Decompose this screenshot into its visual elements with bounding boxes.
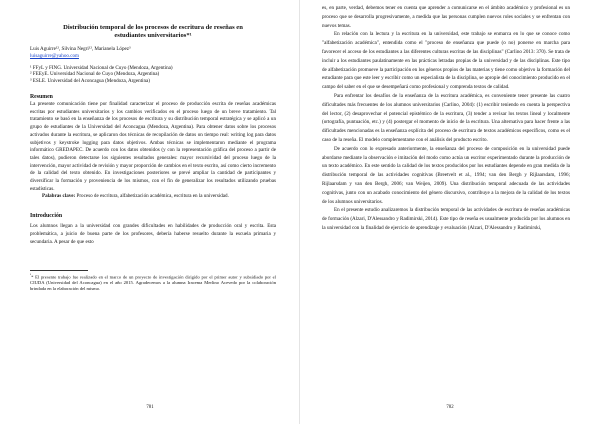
paragraph-continued: es, en parte, verdad, debemos tener en cuenta que aprender a comunicarse en el ámbito académico y profesional es un proceso que se desarrolla progresivamente, a medida que las personas cumplen nuevos roles sociales y se enfrentan con nuevos temas. xyxy=(322,5,570,29)
abstract-heading: Resumen xyxy=(30,93,53,100)
page-number-right: 782 xyxy=(446,405,454,410)
footnote-mark: ¹ xyxy=(30,273,32,278)
paragraph-alfabetizacion: En relación con la lectura y la escritura en la universidad, este trabajo se enmarca en lo que se conoce como "alfabetización académica", entendida como el "proceso de enseñanza que puede (o no) ponerse en marcha para favorecer el acceso de los estudiantes a las diferentes culturas escritas de las disciplinas" (Carlino 2013: 370). Se trata de incluir a los estudiantes paulatinamente en las prácticas letradas propias de la universidad y de las disciplinas. Este tipo de alfabetización promueve la participación en los géneros propios de las materias y tiene como objetivo la formación del estudiante para que este leer y escribir como un especialista de la disciplina, se apropie del conocimiento producido en el campo del saber en el que se desempeñará como profesional y comprenda textos de calidad. xyxy=(322,31,570,91)
footnote-separator xyxy=(30,270,88,271)
affiliation-2: ² FEEyE. Universidad Nacional de Cuyo (Mendoza, Argentina) xyxy=(30,71,160,78)
right-page xyxy=(300,0,600,424)
authors-line: Luis Aguirre¹², Silvina Negri¹², Marianela López³ xyxy=(30,46,131,52)
footnote xyxy=(30,273,276,291)
keywords-label: Palabras clave: xyxy=(42,193,76,200)
keywords-text: Proceso de escritura, alfabetización académica, escritura en la universidad. xyxy=(76,193,229,200)
footnote-text: * El presente trabajo fue realizado en el marco de un proyecto de investigación dirigido por el primer autor y subsidiado por el CIUDA (Universidad del Aconcagua) en el año 2015. Agradecemos a la alumna Iracema Merlino Acevedo por la colaboración brindada en la elaboración del mismo. xyxy=(30,274,276,291)
introduction-text: Los alumnos llegan a la universidad con grandes dificultades en habilidades de producción oral y escrita. Esta problemática, a juicio de buena parte de los profesores, debería haberse resuelto durante la escuela primaria y secundaria. A pesar de que esto xyxy=(30,223,276,245)
introduction-heading: Introducción xyxy=(30,213,63,220)
affiliation-1: ¹ FFyL y FING. Universidad Nacional de Cuyo (Mendoza, Argentina) xyxy=(30,64,173,71)
keywords-paragraph xyxy=(30,193,276,201)
author-email-link[interactable]: luisaguirre@yahoo.com xyxy=(30,52,79,59)
paragraph-dificultades: Para enfrentar los desafíos de la enseñanza de la escritura académica, es conveniente tener presente las cuatro dificultades más frecuentes de los alumnos universitarios (Carlino, 2004): (1) escribir teniendo en cuenta la perspectiva del lector, (2) desaprovechar el potencial epistémico de la escritura, (3) tender a revisar los textos lineal y localmente (ortografía, puntuación, etc.) y (4) postergar el momento de inicio de la escritura. Una alternativa para hacer frente a las dificultades mencionadas es la enseñanza explícita del proceso de escritura de textos académicos específicos, como es el caso de la reseña. El modelo complementarse con el análisis del producto escrito. xyxy=(322,92,570,143)
affiliation-3: ³ ESLE. Universidad del Aconcagua (Mendoza, Argentina) xyxy=(30,78,150,85)
paragraph-estudio: En el presente estudio analizaremos la distribución temporal de las actividades de escritura de reseñas académicas de formación (Alzari, D'Alessandro y Radimirski, 2014). Este tipo de reseña es usualmente producida por los alumnos en la universidad con la finalidad de ejercicio de aprendizaje y evaluación (Alzari, D'Alessandro y Radimirski, xyxy=(322,207,570,231)
paragraph-composicion: De acuerdo con lo expresado anteriormente, la enseñanza del proceso de composición en la universidad puede abordarse mediante la observación e imitación del modo como actúa un escritor experimentado durante la producción de un texto académico. En este sentido la calidad de los textos producidos por los estudiantes depende en gran medida de la distribución temporal de las actividades cognitivas (Breetvelt et al., 1994; van den Bergh y Rijlaarsdam, 1996; Rijlaarsdam y van den Bergh, 2006; van Weijen, 2009). Una distribución temporal adecuada de las actividades cognitivas, junto con un acabado conocimiento del género discursivo, contribuye a la mejora de la calidad de los textos de los alumnos universitarios. xyxy=(322,145,570,205)
abstract-text: La presente comunicación tiene por finalidad caracterizar el proceso de producción escrita de reseñas académicas escritas por estudiantes universitarios y los cambios verificados en el proceso luego de un breve tratamiento. Tal tratamiento se basó en la enseñanza de los procesos de escritura y su distribución temporal estratégica y se aplicó a un grupo de estudiantes de la Universidad del Aconcagua (Mendoza, Argentina). Para obtener datos sobre los procesos activados durante la escritura, se aplicaron dos técnicas de recopilación de datos on tiempo real: writing log para datos subjetivos y keystroke logging para datos objetivos. Ambas técnicas se implementaron mediante el programa informático GREDAPEC. De acuerdo con los datos obtenidos (y con la representación gráfica del proceso a partir de tales datos), pudieron detectarse los siguientes resultados generales: mayor recursividad del proceso luego de la intervención, mayor actividad de revisión y mayor proporción de cambios en el texto escrito, así como cierto incremento de la calidad del texto obtenido. En investigaciones posteriores se prevé ampliar la cantidad de participantes y diversificar la formación y proveniencia de los mismos, con el fin de generalizar los resultados utilizando pruebas estadísticas. xyxy=(30,100,276,192)
article-title: Distribución temporal de los procesos de escritura de reseñas en estudiantes universitarios*¹ xyxy=(63,24,243,39)
page-number-left: 781 xyxy=(146,405,154,410)
